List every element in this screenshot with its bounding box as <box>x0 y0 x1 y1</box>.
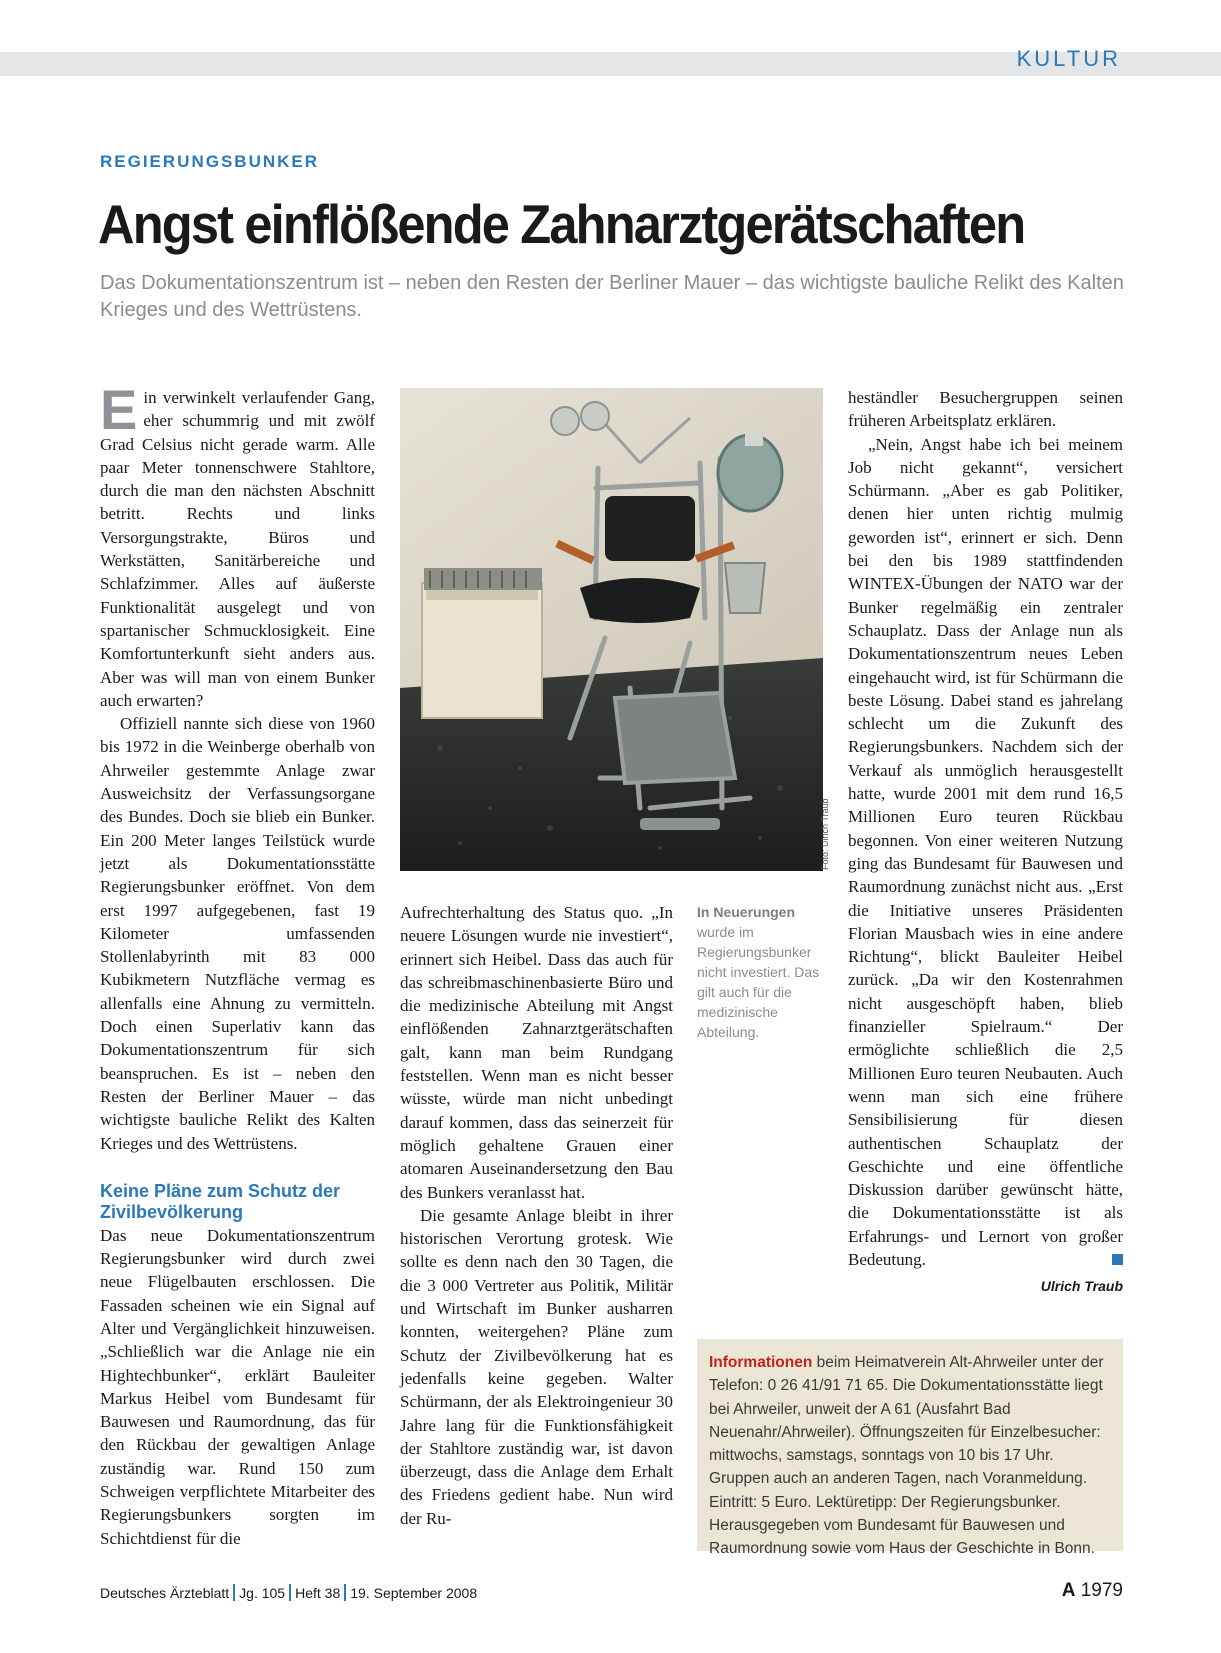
paragraph: Offiziell nannte sich diese von 1960 bis 1972 in die Weinberge oberhalb von Ahrweiler gestemmte Anlage zwar Ausweichsitz der Verfassungsorgane des Bundes. Doch sie blieb ein Bunker. Ein 200 Meter langes Teilstück wurde jetzt als Dokumentationsstätte Regierungsbunker eröffnet. Von dem erst 1997 aufgegebenen, fast 19 Kilometer umfassenden Stollenlabyrinth mit 83 000 Kubikmetern Nutzfläche vermag es allenfalls eine Ahnung zu vermitteln. Doch einen Superlativ kann das Dokumentationszentrum für sich beanspruchen. Es ist – neben den Resten der Berliner Mauer – das wichtigste bauliche Relikt des Kalten Krieges und des Wettrüstens. <box>100 714 375 1153</box>
journal-issue: Heft 38 <box>295 1585 341 1601</box>
caption-lead: In Neuerungen <box>697 904 796 920</box>
article-subtitle: Das Dokumentationszentrum ist – neben den Resten der Berliner Mauer – das wichtigste bauliche Relikt des Kalten Krieges und des Wettrüstens. <box>100 272 1124 321</box>
photo-credit: Foto: Ulrich Traub <box>820 798 830 870</box>
page-number-value: 1979 <box>1080 1580 1123 1601</box>
article-title: Angst einflößende Zahnarztgerätschaften <box>98 193 1025 255</box>
footer-separator <box>344 1584 346 1601</box>
issue-date: 19. September 2008 <box>350 1585 478 1601</box>
footer-separator <box>233 1584 235 1601</box>
info-box-lead: Informationen <box>709 1354 813 1371</box>
info-box <box>697 1339 1123 1558</box>
article-kicker: REGIERUNGSBUNKER <box>100 152 320 171</box>
article-photo <box>400 388 823 871</box>
paragraph <box>100 378 375 712</box>
paragraph: Die gesamte Anlage bleibt in ihrer historischen Verortung grotesk. Wie sollte es denn nach den 30 Tagen, die die 3 000 Vertreter aus Politik, Militär und Wirtschaft im Bunker ausharren konnten, weitergehen? Pläne zum Schutz der Zivilbevölkerung hat es jedenfalls keine gegeben. Walter Schürmann, der als Elektroingenieur 30 Jahre lang für die Funktionsfähigkeit der Stahltore zuständig war, ist davon überzeugt, dass die Anlage dem Erhalt des Friedens gedient habe. Nun wird der Ru- <box>400 1205 673 1528</box>
article-subheading: Keine Pläne zum Schutz der Zivilbevölkerung <box>100 1180 341 1222</box>
dental-chair-photo <box>400 388 823 871</box>
section-label: KULTUR <box>1016 46 1121 71</box>
page-footer <box>100 1584 477 1601</box>
paragraph-text: in verwinkelt verlaufender Gang, eher schummrig und mit zwölf Grad Celsius nicht gerade warm. Alle paar Meter tonnenschwere Stahltore, durch die man den nächsten Abschnitt betritt. Rechts und links Versorgungstrakte, Büros und Werkstätten, Sanitärbereiche und Schlafzimmer. Alles auf äußerste Funktionalität ausgelegt und von spartanischer Schmucklosigkeit. Eine Komfortunterkunft sieht anders aus. Aber was will man von einem Bunker auch erwarten? <box>100 388 375 710</box>
journal-volume: Jg. 105 <box>239 1585 286 1601</box>
article-column-3 <box>848 386 1123 1271</box>
paragraph: Das neue Dokumentationszentrum Regierungsbunker wird durch zwei neue Flügelbauten erschlossen. Die Fassaden scheinen wie ein Signal auf Alter und Vergänglichkeit hinzuweisen. „Schließlich war die Anlage nie ein Hightechbunker“, erklärt Bauleiter Markus Heibel vom Bundesamt für Bauwesen und Raumordnung, das für den Rückbau der gewaltigen Anlage zuständig war. Rund 150 zum Schweigen verpflichtete Mitarbeiter des Regierungsbunkers sorgten im Schichtdienst für die <box>100 1225 375 1548</box>
article-column-2 <box>400 901 673 1530</box>
paragraph-text: „Nein, Angst habe ich bei meinem Job nicht gekannt“, versichert Schürmann. „Aber es gab Politiker, denen hier unten richtig mulmig geworden ist“, erinnert er sich. Denn bei den bis 1989 stattfindenden WINTEX-Übungen der NATO war der Bunker regelmäßig ein zentraler Schauplatz. Dass der Anlage nun als Dokumentationszentrum neues Leben eingehaucht wird, ist für Schürmann die beste Lösung. Dabei stand es jahrelang schlecht um die Zukunft des Regierungsbunkers. Nachdem sich der Verkauf als unmöglich herausgestellt hatte, wurde 2001 mit dem rund 16,5 Millionen Euro teuren Rückbau begonnen. Von einer weiteren Nutzung ging das Bundesamt für Bauwesen und Raumordnung zunächst nicht aus. „Erst die Initiative unseres Präsidenten Florian Mausbach wies in eine andere Richtung“, blickt Bauleiter Heibel zurück. „Da wir den Kostenrahmen nicht ausgeschöpft haben, blieb finanzieller Spielraum.“ Der ermöglichte schließlich die 2,5 Millionen Euro teuren Neubauten. Auch wenn man sich eine frühere Sensibilisierung für diesen authentischen Schauplatz der Geschichte und eine öffentliche Diskussion darüber gewünscht hätte, die Dokumentationsstätte ist als Erfahrungs- und Lernort von großer Bedeutung. <box>848 434 1123 1269</box>
end-mark-square <box>1112 1254 1123 1265</box>
article-author: Ulrich Traub <box>1040 1278 1123 1294</box>
photo-caption <box>697 902 827 1042</box>
page-prefix: A <box>1061 1580 1076 1601</box>
paragraph: Aufrechterhaltung des Status quo. „In neuere Lösungen wurde nie investiert“, erinnert sich Heibel. Dass das auch für das schreibmaschinenbasierte Büro und die medizinische Abteilung mit Angst einflößenden Zahnarztgerätschaften galt, kann man beim Rundgang feststellen. Wenn man es nicht besser wüsste, würde man nicht unbedingt darauf kommen, dass das seinerzeit für möglich gehaltene Grauen einer atomaren Auseinandersetzung den Bau des Bunkers veranlasst hat. <box>400 903 673 1202</box>
footer-separator <box>289 1584 291 1601</box>
page-number <box>1062 1580 1123 1602</box>
caption-text: wurde im Regierungsbunker nicht investiert. Das gilt auch für die medizinische Abteilung. <box>697 924 820 1040</box>
info-box-text: beim Heimatverein Alt-Ahrweiler unter der Telefon: 0 26 41/91 71 65. Die Dokumentationsstätte liegt bei Ahrweiler, unweit der A 61 (Ausfahrt Bad Neuenahr/Ahrweiler). Öffnungszeiten für Einzelbesucher: mittwochs, samstags, sonntags von 10 bis 17 Uhr. Gruppen auch an anderen Tagen, nach Voranmeldung. Eintritt: 5 Euro. Lektüretipp: Der Regierungsbunker. Herausgegeben vom Bundesamt für Bauwesen und Raumordnung sowie vom Haus der Geschichte in Bonn. <box>709 1354 1104 1558</box>
drop-cap: E <box>100 378 138 441</box>
paragraph: heständler Besuchergruppen seinen früheren Arbeitsplatz erklären. <box>848 388 1123 431</box>
journal-name: Deutsches Ärzteblatt <box>100 1585 230 1601</box>
article-column-1 <box>100 378 375 1550</box>
paragraph <box>848 433 1123 1272</box>
